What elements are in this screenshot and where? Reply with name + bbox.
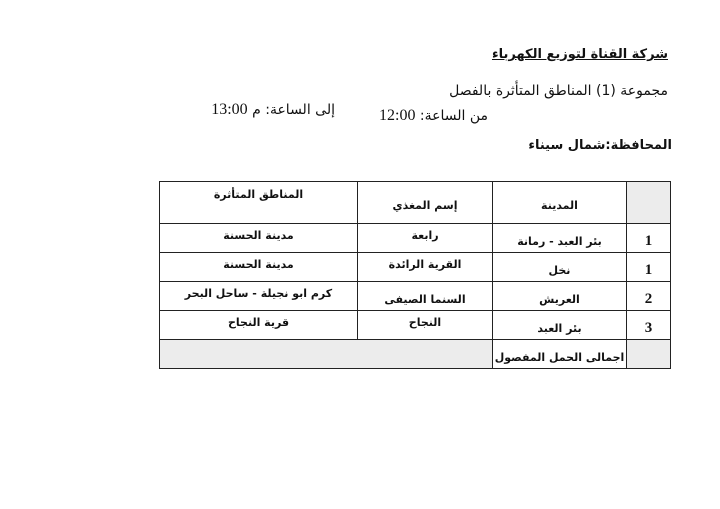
row-areas-text: مدينة الحسنة xyxy=(223,228,294,242)
row-feeder-text: النجاح xyxy=(408,315,442,329)
row-feeder xyxy=(358,253,493,282)
row-num-text: 2 xyxy=(644,290,653,307)
row-city-text: العريش xyxy=(539,292,580,306)
row-areas-text: قرية النجاح xyxy=(227,315,290,329)
row-num xyxy=(627,253,671,282)
row-city xyxy=(493,311,627,340)
table-row xyxy=(160,253,671,282)
row-city-text: بئر العبد - رمانة xyxy=(517,234,602,248)
table-total-row xyxy=(160,340,671,369)
row-feeder-text: السنما الصيفى xyxy=(384,292,466,306)
table-row xyxy=(160,224,671,253)
row-areas xyxy=(160,253,358,282)
table-row xyxy=(160,282,671,311)
header-city-text: المدينة xyxy=(541,199,578,212)
row-num-text: 1 xyxy=(644,232,653,249)
row-areas-text: كرم ابو نجيلة - ساحل البحر xyxy=(184,286,333,300)
row-city-text: نخل xyxy=(548,263,571,277)
row-areas xyxy=(160,311,358,340)
row-feeder-text: القرية الرائدة xyxy=(388,257,462,271)
table-row xyxy=(160,311,671,340)
governorate: المحافظة:شمال سيناء xyxy=(528,138,672,153)
from-time-value: 12:00 xyxy=(379,107,416,124)
header-areas xyxy=(160,182,358,224)
row-city xyxy=(493,282,627,311)
row-areas-text: مدينة الحسنة xyxy=(223,257,294,271)
from-time-line xyxy=(379,107,488,125)
group-title: مجموعة (1) المناطق المتأثرة بالفصل xyxy=(449,83,668,99)
total-num-cell xyxy=(627,340,671,369)
to-time-label: إلى الساعة: م xyxy=(252,102,335,118)
from-time-label: من الساعة: xyxy=(419,108,488,124)
row-num xyxy=(627,282,671,311)
row-city xyxy=(493,253,627,282)
row-num-text: 1 xyxy=(644,261,653,278)
header-feeder xyxy=(358,182,493,224)
row-city-text: بئر العبد xyxy=(537,321,582,335)
company-name: شركة القناة لتوزيع الكهرباء xyxy=(491,47,668,62)
row-areas xyxy=(160,224,358,253)
table-header-row xyxy=(160,182,671,224)
row-num-text: 3 xyxy=(644,319,653,336)
total-value-cell xyxy=(160,340,493,369)
row-feeder xyxy=(358,311,493,340)
total-label-cell xyxy=(493,340,627,369)
to-time-value: 13:00 xyxy=(211,101,248,118)
header-city xyxy=(493,182,627,224)
outage-table xyxy=(159,181,671,369)
row-city xyxy=(493,224,627,253)
row-feeder-text: رابعة xyxy=(411,228,439,242)
total-label: اجمالى الحمل المفصول xyxy=(494,350,625,364)
row-areas xyxy=(160,282,358,311)
header-num xyxy=(627,182,671,224)
row-feeder xyxy=(358,224,493,253)
header-feeder-text: إسم المغذي xyxy=(392,199,458,212)
row-feeder xyxy=(358,282,493,311)
to-time-line xyxy=(211,101,335,119)
row-num xyxy=(627,224,671,253)
header-areas-text: المناطق المتأثرة xyxy=(213,188,304,201)
row-num xyxy=(627,311,671,340)
